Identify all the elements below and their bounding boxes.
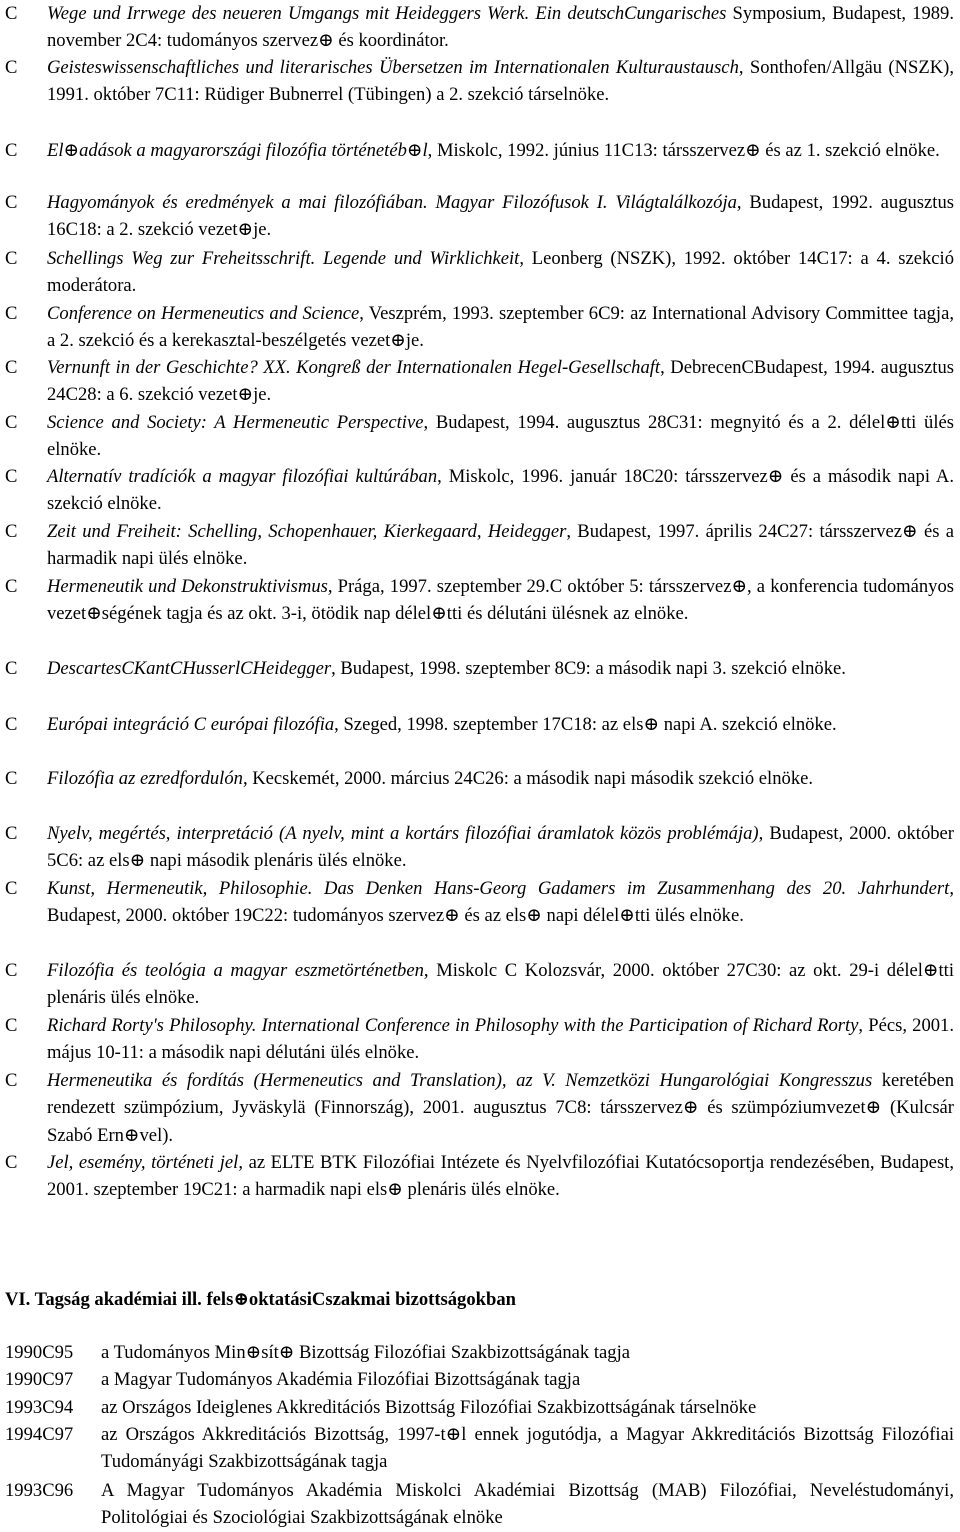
conference-entry xyxy=(0,354,960,409)
entry-details: , Szeged, 1998. szeptember 17C18: az els⊕ napi A. szekció elnöke. xyxy=(334,714,837,735)
membership-row xyxy=(0,1421,960,1476)
entry-details: , Budapest, 1998. szeptember 8C9: a második napi 3. szekció elnöke. xyxy=(331,658,846,679)
membership-text: a Magyar Tudományos Akadémia Filozófiai Bizottságának tagja xyxy=(101,1369,581,1390)
membership-text: A Magyar Tudományos Akadémia Miskolci Akadémiai Bizottság (MAB) Filozófiai, Neveléstudományi, Politológiai és Szociológiai Szakbizottságának elnöke xyxy=(101,1480,954,1529)
entry-title: Wege und Irrwege des neueren Umgangs mit Heideggers Werk. Ein deutschCungarisches xyxy=(47,3,727,24)
conference-entry xyxy=(0,711,960,738)
entry-details: Symposium, Budapest, 1989. november 2C4: tudományos szervez⊕ és koordinátor. xyxy=(47,3,954,52)
section-title: VI. Tagság akadémiai ill. fels⊕oktatásiCszakmai bizottságokban xyxy=(5,1289,516,1310)
entry-title: El⊕adások a magyarországi filozófia történetéb⊕l xyxy=(47,140,428,161)
entry-title: Richard Rorty's Philosophy. International Conference in Philosophy with the Participation of Richard Rorty xyxy=(47,1015,859,1036)
entry-title: Hermeneutik und Dekonstruktivismus xyxy=(47,576,328,597)
entry-bullet: C xyxy=(5,576,18,597)
conference-entry xyxy=(0,957,960,1012)
conference-entry xyxy=(0,820,960,875)
membership-row xyxy=(0,1339,960,1366)
entry-title: Kunst, Hermeneutik, Philosophie. Das Denken Hans-Georg Gadamers im Zusammenhang des 20. Jahrhundert xyxy=(47,878,950,899)
membership-row xyxy=(0,1394,960,1421)
conference-entry xyxy=(0,655,960,682)
entry-title: Science and Society: A Hermeneutic Perspective xyxy=(47,412,424,433)
entry-bullet: C xyxy=(5,357,18,378)
entry-bullet: C xyxy=(5,1152,18,1173)
membership-years: 1993C94 xyxy=(5,1397,74,1418)
entry-bullet: C xyxy=(5,466,18,487)
entry-bullet: C xyxy=(5,1070,18,1091)
entry-bullet: C xyxy=(5,412,18,433)
membership-years: 1994C97 xyxy=(5,1424,74,1445)
entry-bullet: C xyxy=(5,878,18,899)
conference-entry xyxy=(0,463,960,518)
entry-title: Vernunft in der Geschichte? XX. Kongreß der Internationalen Hegel-Gesellschaft xyxy=(47,357,661,378)
entry-title: Filozófia az ezredfordulón xyxy=(47,768,243,789)
conference-entry xyxy=(0,0,960,55)
entry-bullet: C xyxy=(5,768,18,789)
membership-text: az Országos Ideiglenes Akkreditációs Bizottság Filozófiai Szakbizottságának társelnöke xyxy=(101,1397,757,1418)
entry-bullet: C xyxy=(5,140,18,161)
conference-entry xyxy=(0,1149,960,1204)
entry-details: , Leonberg (NSZK), 1992. október 14C17: a 4. szekció moderátora. xyxy=(47,248,954,297)
membership-row xyxy=(0,1366,960,1393)
entry-bullet: C xyxy=(5,658,18,679)
conference-entry xyxy=(0,875,960,930)
entry-title: Hagyományok és eredmények a mai filozófiában. Magyar Filozófusok I. Világtalálkozója xyxy=(47,192,737,213)
entry-title: Zeit und Freiheit: Schelling, Schopenhauer, Kierkegaard, Heidegger xyxy=(47,521,567,542)
entry-details: , az ELTE BTK Filozófiai Intézete és Nyelvfilozófiai Kutatócsoportja rendezésében, Budapest, 2001. szeptember 19C21: a harmadik napi els⊕ plenáris ülés elnöke. xyxy=(47,1152,954,1201)
entry-title: Jel, esemény, történeti jel xyxy=(47,1152,239,1173)
membership-years: 1990C95 xyxy=(5,1342,74,1363)
entry-bullet: C xyxy=(5,303,18,324)
conference-entry xyxy=(0,1067,960,1149)
conference-entry xyxy=(0,300,960,355)
entry-title: Európai integráció C európai filozófia xyxy=(47,714,335,735)
entry-bullet: C xyxy=(5,714,18,735)
entry-details: , Budapest, 2000. október 19C22: tudományos szervez⊕ és az els⊕ napi délel⊕tti ülés elnöke. xyxy=(47,878,954,927)
entry-details: , Veszprém, 1993. szeptember 6C9: az International Advisory Committee tagja, a 2. szekció és a kerekasztal-beszélgetés vezet⊕je. xyxy=(47,303,954,352)
entry-details: , Budapest, 1994. augusztus 28C31: megnyitó és a 2. délel⊕tti ülés elnöke. xyxy=(47,412,954,461)
entry-title: Conference on Hermeneutics and Science xyxy=(47,303,360,324)
entry-bullet: C xyxy=(5,823,18,844)
entry-details: , Kecskemét, 2000. március 24C26: a második napi második szekció elnöke. xyxy=(242,768,814,789)
entry-bullet: C xyxy=(5,57,18,78)
entry-title: Geisteswissenschaftliches und literarisches Übersetzen im Internationalen Kulturaustausch xyxy=(47,57,739,78)
conference-entry xyxy=(0,1012,960,1067)
entry-details: , Prága, 1997. szeptember 29.C október 5: társszervez⊕, a konferencia tudományos vezet⊕ségének tagja és az okt. 3-i, ötödik nap délel⊕tti és délutáni ülésnek az elnöke. xyxy=(47,576,954,625)
entry-bullet: C xyxy=(5,3,18,24)
entry-title: Hermeneutika és fordítás (Hermeneutics and Translation), az V. Nemzetközi Hungarológiai Kongresszus xyxy=(47,1070,873,1091)
conference-entry xyxy=(0,765,960,792)
entry-details: , Miskolc C Kolozsvár, 2000. október 27C30: az okt. 29-i délel⊕tti plenáris ülés elnöke. xyxy=(47,960,954,1009)
entry-bullet: C xyxy=(5,521,18,542)
entry-details: keretében rendezett szümpózium, Jyväskylä (Finnország), 2001. augusztus 7C8: társszervez⊕ és szümpóziumvezet⊕ (Kulcsár Szabó Ern⊕vel). xyxy=(47,1070,954,1146)
conference-entry xyxy=(0,245,960,300)
membership-text: az Országos Akkreditációs Bizottság, 1997-t⊕l ennek jogutódja, a Magyar Akkreditációs Bizottság Filozófiai Tudományági Szakbizottságának tagja xyxy=(101,1424,954,1473)
entry-details: , DebrecenCBudapest, 1994. augusztus 24C28: a 6. szekció vezet⊕je. xyxy=(47,357,954,406)
entry-details: , Pécs, 2001. május 10-11: a második napi délutáni ülés elnöke. xyxy=(47,1015,954,1064)
entry-details: , Sonthofen/Allgäu (NSZK), 1991. október 7C11: Rüdiger Bubnerrel (Tübingen) a 2. szekció társelnöke. xyxy=(47,57,954,106)
entry-details: , Budapest, 2000. október 5C6: az els⊕ napi második plenáris ülés elnöke. xyxy=(47,823,955,872)
conference-entry xyxy=(0,54,960,109)
entry-bullet: C xyxy=(5,192,18,213)
entry-details: , Miskolc, 1992. június 11C13: társszervez⊕ és az 1. szekció elnöke. xyxy=(427,140,940,161)
membership-text: a Tudományos Min⊕sít⊕ Bizottság Filozófiai Szakbizottságának tagja xyxy=(101,1342,631,1363)
conference-entry xyxy=(0,573,960,628)
conference-entry xyxy=(0,137,960,164)
entry-bullet: C xyxy=(5,1015,18,1036)
entry-title: Schellings Weg zur Freheitsschrift. Legende und Wirklichkeit xyxy=(47,248,520,269)
entry-bullet: C xyxy=(5,248,18,269)
conference-entry xyxy=(0,409,960,464)
membership-row xyxy=(0,1477,960,1532)
entry-title: DescartesCKantCHusserlCHeidegger xyxy=(47,658,332,679)
entry-bullet: C xyxy=(5,960,18,981)
membership-years: 1993C96 xyxy=(5,1480,74,1501)
conference-entry xyxy=(0,518,960,573)
entry-title: Alternatív tradíciók a magyar filozófiai kultúrában xyxy=(47,466,438,487)
entry-title: Nyelv, megértés, interpretáció (A nyelv, mint a kortárs filozófiai áramlatok közös problémája) xyxy=(47,823,759,844)
entry-details: , Budapest, 1997. április 24C27: társszervez⊕ és a harmadik napi ülés elnöke. xyxy=(47,521,954,570)
entry-details: , Miskolc, 1996. január 18C20: társszervez⊕ és a második napi A. szekció elnöke. xyxy=(47,466,954,515)
membership-years: 1990C97 xyxy=(5,1369,74,1390)
conference-entry xyxy=(0,189,960,244)
entry-details: , Budapest, 1992. augusztus 16C18: a 2. szekció vezet⊕je. xyxy=(47,192,954,241)
entry-title: Filozófia és teológia a magyar eszmetörténetben xyxy=(47,960,424,981)
